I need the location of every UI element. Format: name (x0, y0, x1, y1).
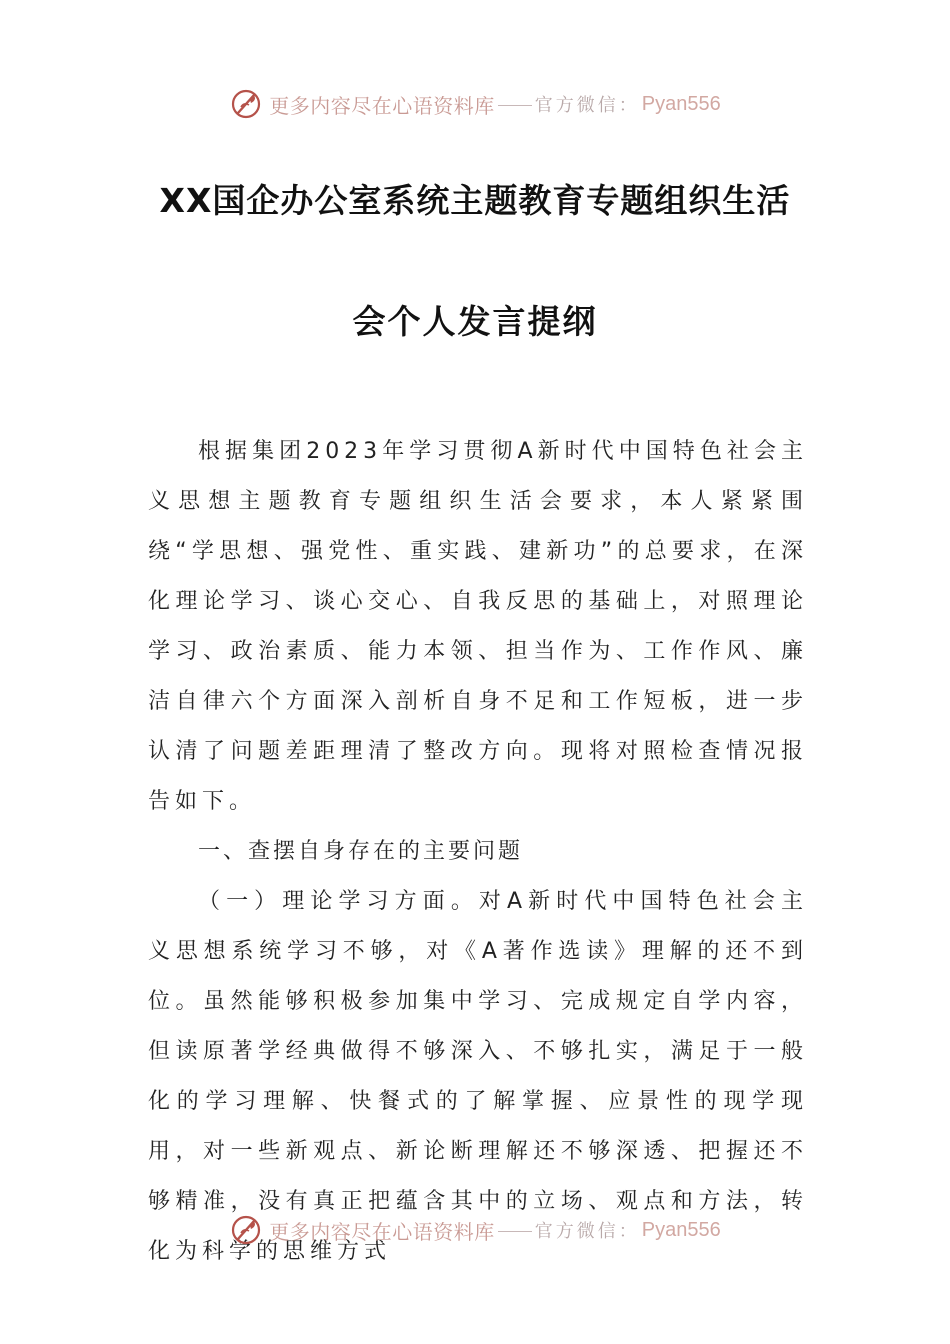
quill-seal-icon (229, 1213, 263, 1247)
document-title-line1: XX国企办公室系统主题教育专题组织生活 (159, 181, 791, 220)
watermark-text: 更多内容尽在心语资料库 (269, 93, 495, 118)
watermark-dash (498, 105, 532, 106)
watermark-wechat-id: Pyan556 (641, 92, 721, 115)
footer-watermark (0, 1210, 950, 1250)
paragraph-intro: 根据集团2023年学习贯彻A新时代中国特色社会主义思想主题教育专题组织生活会要求，本人紧紧围绕“学思想、强党性、重实践、建新功”的总要求，在深化理论学习、谈心交心、自我反思的基础上，对照理论学习、政治素质、能力本领、担当作为、工作作风、廉洁自律六个方面深入剖析自身不足和工作短板，进一步认清了问题差距理清了整改方向。现将对照检查情况报告如下。 (148, 439, 808, 814)
document-body (148, 427, 808, 1277)
quill-seal-icon (229, 87, 263, 121)
header-watermark (0, 84, 950, 124)
watermark-dash (498, 1231, 532, 1232)
watermark-wechat-label: 官方微信： (534, 1221, 640, 1242)
section-heading-1: 一、查摆自身存在的主要问题 (198, 839, 524, 864)
paragraph-section1-sub1: （一）理论学习方面。对A新时代中国特色社会主义思想系统学习不够，对《A著作选读》理解的还不到位。虽然能够积极参加集中学习、完成规定自学内容，但读原著学经典做得不够深入、不够扎实，满足于一般化的学习理解、快餐式的了解掌握、应景性的现学现用，对一些新观点、新论断理解还不够深透、把握还不够精准，没有真正把蕴含其中的立场、观点和方法，转化为科学的思维方式 (148, 889, 808, 1264)
watermark-wechat-label: 官方微信： (534, 95, 640, 116)
watermark-wechat-id: Pyan556 (641, 1218, 721, 1241)
document-title-line2: 会个人发言提纲 (352, 302, 598, 341)
watermark-text: 更多内容尽在心语资料库 (269, 1219, 495, 1244)
